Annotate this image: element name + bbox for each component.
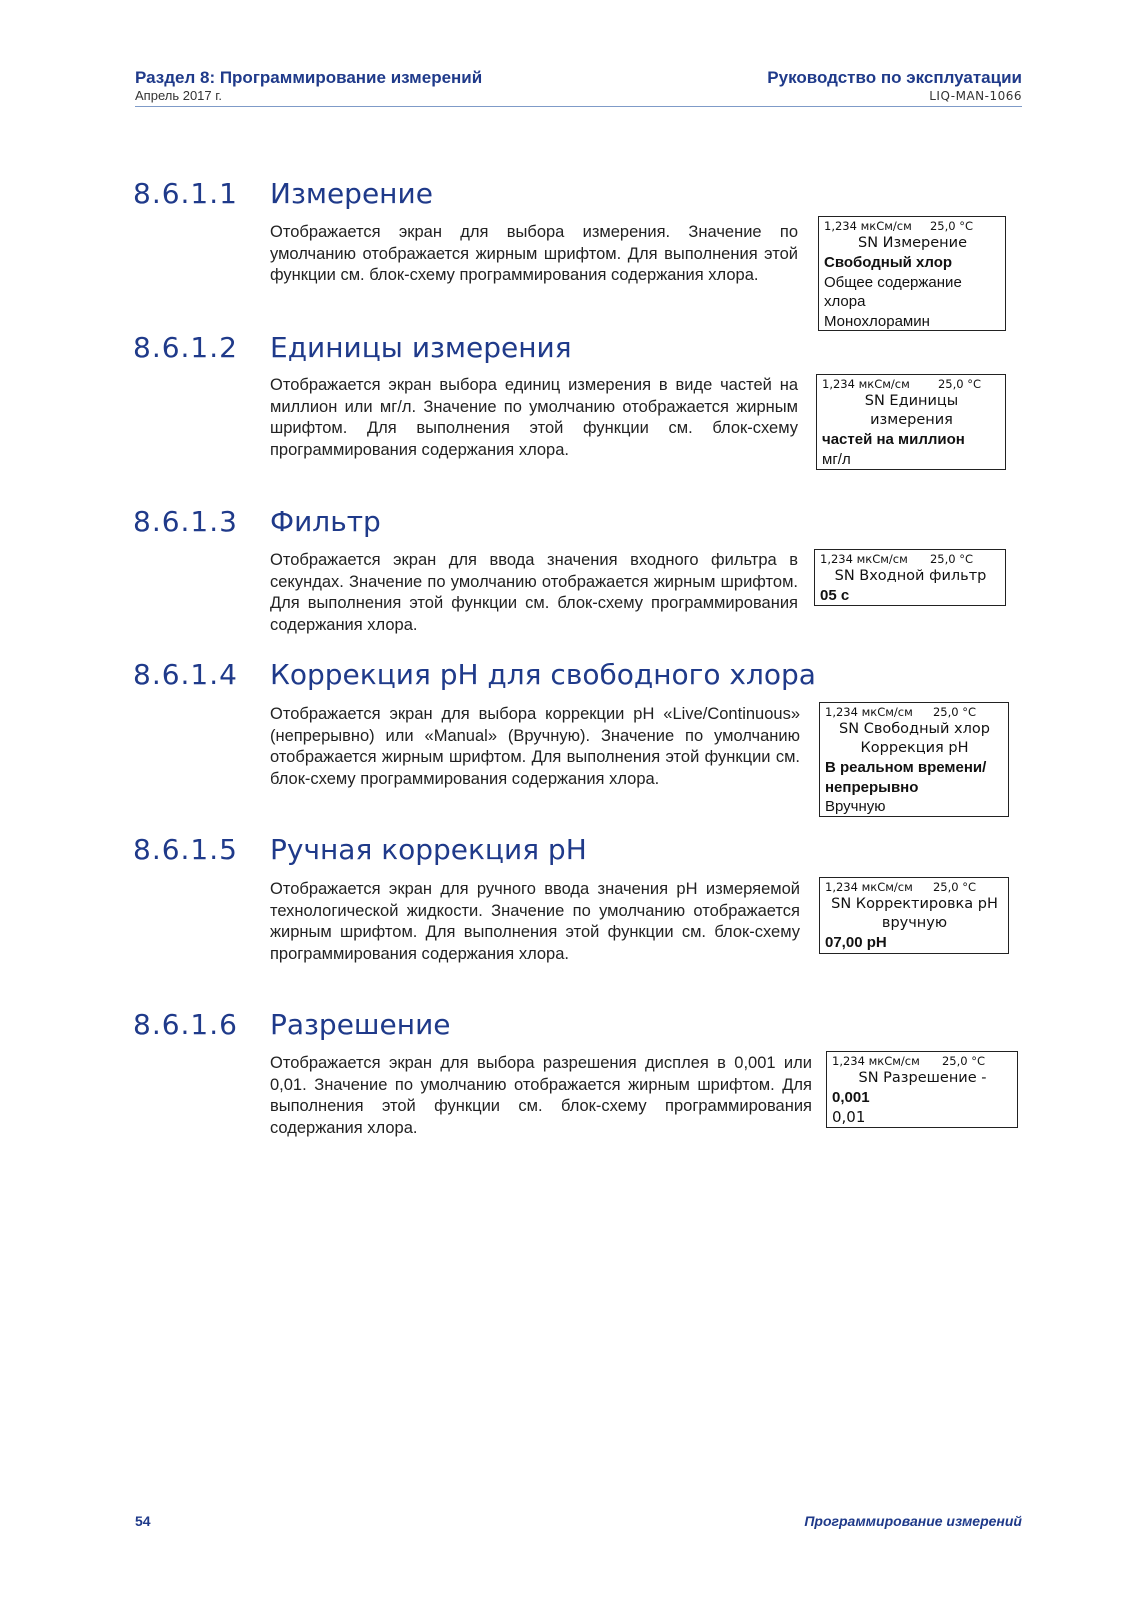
screen-option: Вручную — [825, 798, 886, 815]
section-number: 8.6.1.4 — [133, 658, 238, 691]
section-text: Отображается экран для выбора коррекции pH «Live/Continuous» (непрерывно) или «Manual» (Вручную). Значение по умолчанию отображается жирным шрифтом. Для выполнения этой функции см. блок-схему программирования содержания хлора. — [270, 705, 800, 788]
screen-temperature: 25,0 °C — [932, 705, 976, 719]
section-text: Отображается экран для ввода значения входного фильтра в секундах. Значение по умолчанию отображается жирным шрифтом. Для выполнения этой функции см. блок-схему программирования содержания хлора. — [270, 551, 798, 634]
screen-title: SN Свободный хлор Коррекция pH — [839, 721, 990, 756]
screen-temperature: 25,0 °C — [929, 219, 973, 233]
section-text: Отображается экран для ручного ввода значения pH измеряемой технологической жидкости. Значение по умолчанию отображается жирным шрифтом. Для выполнения этой функции см. блок-схему программирования содержания хлора. — [270, 880, 800, 963]
screen-option-default: 0,001 — [832, 1089, 870, 1106]
section-title: Измерение — [270, 177, 433, 210]
section-number: 8.6.1.6 — [133, 1008, 238, 1041]
section-title: Коррекция pH для свободного хлора — [270, 658, 816, 691]
screen-temperature: 25,0 °C — [932, 880, 976, 894]
display-screen — [819, 702, 1009, 817]
screen-option: Монохлорамин — [824, 312, 930, 330]
screen-title: SN Входной фильтр — [834, 568, 987, 584]
screen-temperature: 25,0 °C — [941, 1054, 985, 1068]
screen-conductivity: 1,234 мкСм/см — [825, 705, 913, 719]
screen-option-default: 05 с — [820, 587, 850, 604]
section-title: Ручная коррекция pH — [270, 833, 587, 866]
screen-option: мг/л — [822, 450, 851, 468]
section-number: 8.6.1.5 — [133, 833, 238, 866]
header-manual-title: Руководство по эксплуатации — [767, 68, 1022, 87]
screen-conductivity: 1,234 мкСм/см — [822, 377, 910, 391]
display-screen — [814, 549, 1006, 606]
display-screen — [826, 1051, 1018, 1128]
header-section-title: Раздел 8: Программирование измерений — [135, 68, 483, 87]
screen-title: SN Единицы измерения — [864, 393, 959, 428]
section-number: 8.6.1.2 — [133, 331, 238, 364]
screen-status-bar — [832, 1054, 1013, 1069]
section-number: 8.6.1.1 — [133, 177, 238, 210]
screen-status-bar — [825, 880, 1004, 895]
screen-option: Общее содержание хлора — [824, 273, 962, 310]
screen-option-default: В реальном времени/ непрерывно — [825, 759, 987, 796]
screen-temperature: 25,0 °C — [929, 552, 973, 566]
screen-conductivity: 1,234 мкСм/см — [825, 880, 913, 894]
screen-title: SN Разрешение - — [858, 1070, 987, 1086]
section-title: Единицы измерения — [270, 331, 572, 364]
section-text: Отображается экран для выбора разрешения дисплея в 0,001 или 0,01. Значение по умолчанию отображается жирным шрифтом. Для выполнения этой функции см. блок-схему программирования содержания хлора. — [270, 1054, 812, 1137]
screen-status-bar — [822, 377, 1001, 392]
screen-option: 0,01 — [832, 1107, 866, 1126]
display-screen — [819, 877, 1009, 954]
section-title: Фильтр — [270, 505, 381, 538]
header-manual-code: LIQ-MAN-1066 — [929, 89, 1022, 103]
screen-conductivity: 1,234 мкСм/см — [820, 552, 908, 566]
section-text: Отображается экран для выбора измерения. Значение по умолчанию отображается жирным шрифтом. Для выполнения этой функции см. блок-схему программирования содержания хлора. — [270, 223, 798, 284]
screen-title: SN Измерение — [857, 235, 968, 251]
screen-status-bar — [820, 552, 1001, 567]
screen-status-bar — [824, 219, 1001, 234]
section-number: 8.6.1.3 — [133, 505, 238, 538]
footer-title: Программирование измерений — [804, 1513, 1022, 1529]
screen-status-bar — [825, 705, 1004, 720]
screen-temperature: 25,0 °C — [937, 377, 981, 391]
screen-option-default: Свободный хлор — [824, 254, 953, 271]
page-header-right — [767, 68, 1022, 104]
section-title: Разрешение — [270, 1008, 451, 1041]
section-text: Отображается экран выбора единиц измерения в виде частей на миллион или мг/л. Значение по умолчанию отображается жирным шрифтом. Для выполнения этой функции см. блок-схему программирования содержания хлора. — [270, 376, 798, 459]
screen-conductivity: 1,234 мкСм/см — [832, 1054, 920, 1068]
screen-title: SN Корректировка pH вручную — [831, 896, 998, 931]
screen-conductivity: 1,234 мкСм/см — [824, 219, 912, 233]
page-number: 54 — [135, 1513, 151, 1529]
display-screen — [818, 216, 1006, 331]
display-screen — [816, 374, 1006, 470]
screen-option-default: 07,00 pH — [825, 934, 887, 951]
screen-option-default: частей на миллион — [822, 431, 965, 448]
header-date: Апрель 2017 г. — [135, 88, 223, 103]
page-header-left — [135, 68, 482, 104]
header-divider — [135, 106, 1022, 107]
